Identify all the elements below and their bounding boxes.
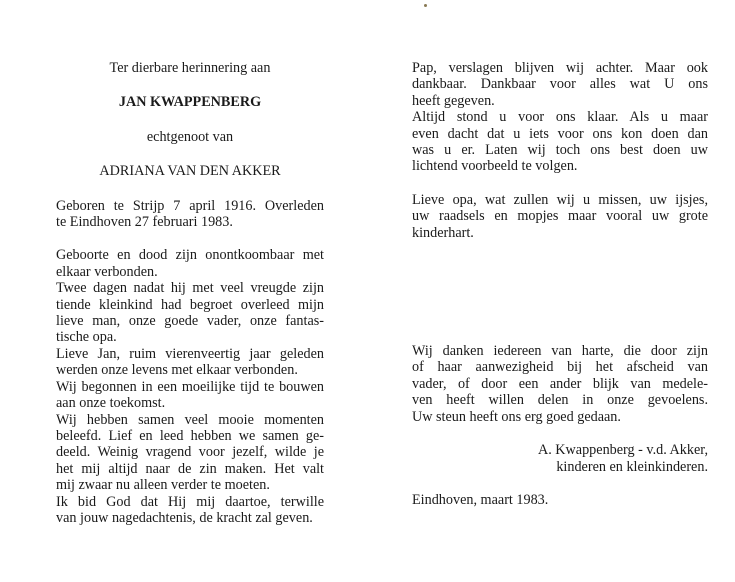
spouse-name: ADRIANA VAN DEN AKKER	[99, 163, 281, 180]
text-line: uw raadsels en mopjes maar vooral uw grote	[412, 208, 708, 225]
text-line: Lieve opa, wat zullen wij u missen, uw ijsjes,	[412, 191, 708, 208]
spouse-label: echtgenoot van	[146, 128, 234, 145]
thanks-paragraph	[412, 343, 708, 425]
text-line: te Eindhoven 27 februari 1983.	[56, 214, 233, 231]
text-line: Wij begonnen in een moeilijke tijd te bouwen	[56, 378, 324, 395]
place-date: Eindhoven, maart 1983.	[412, 491, 549, 508]
text-line: beleefd. Lief en leed hebben we samen ge-	[56, 427, 324, 444]
grandchildren-paragraph	[412, 192, 708, 241]
text-line: ven heeft willen delen in onze gevoelens.	[412, 392, 708, 409]
text-line: tische opa.	[56, 329, 117, 346]
text-line: Lieve Jan, ruim vierenveertig jaar geleden	[56, 345, 324, 362]
right-column	[412, 60, 708, 508]
text-line: Geboorte en dood zijn onontkoombaar met	[56, 247, 324, 264]
text-line: heeft gegeven.	[412, 92, 495, 109]
text-line: Ik bid God dat Hij mij daartoe, terwille	[56, 493, 324, 510]
text-line: kinderhart.	[412, 224, 474, 241]
family-signature	[412, 442, 708, 475]
text-line: Wij danken iedereen van harte, die door zijn	[412, 343, 708, 360]
text-line: deeld. Weinig vragend voor jezelf, wilde je	[56, 444, 324, 461]
deceased-name: JAN KWAPPENBERG	[118, 94, 262, 111]
text-line: lieve man, onze goede vader, onze fantas-	[56, 313, 324, 330]
text-line: of haar aanwezigheid bij het afscheid van	[412, 359, 708, 376]
farewell-paragraph	[412, 60, 708, 175]
text-line: dankbaar. Dankbaar voor alles wat U ons	[412, 76, 708, 93]
text-line: Geboren te Strijp 7 april 1916. Overleden	[56, 197, 324, 214]
text-line: aan onze toekomst.	[56, 395, 166, 412]
signature-line: kinderen en kleinkinderen.	[556, 458, 708, 475]
birth-death-paragraph	[56, 198, 324, 231]
text-line: werden onze levens met elkaar verbonden.	[56, 362, 298, 379]
text-line: tiende kleinkind had begroet overleed mijn	[56, 296, 324, 313]
text-line: vader, of door een ander blijk van medele-	[412, 375, 708, 392]
text-line: was u er. Laten wij toch ons best doen uw	[412, 142, 708, 159]
text-line: het mij altijd naar de zin maken. Het valt	[56, 460, 324, 477]
text-line: lichtend voorbeeld te volgen.	[412, 158, 578, 175]
text-line: Uw steun heeft ons erg goed gedaan.	[412, 408, 621, 425]
text-line: mij zwaar nu alleen verder te moeten.	[56, 477, 270, 494]
text-line: Altijd stond u voor ons klaar. Als u maar	[412, 109, 708, 126]
intro-line: Ter dierbare herinnering aan	[109, 60, 271, 76]
left-column	[56, 60, 324, 526]
text-line: even dacht dat u iets voor ons kon doen dan	[412, 125, 708, 142]
text-line: Pap, verslagen blijven wij achter. Maar ook	[412, 60, 708, 76]
text-line: elkaar verbonden.	[56, 263, 158, 280]
text-line: Twee dagen nadat hij met veel vreugde zijn	[56, 280, 324, 297]
memorial-text	[56, 247, 324, 526]
signature-line: A. Kwappenberg - v.d. Akker,	[537, 442, 708, 459]
text-line: van jouw nagedachtenis, de kracht zal geven.	[56, 509, 313, 526]
print-speck	[424, 4, 427, 7]
text-line: Wij hebben samen veel mooie momenten	[56, 411, 324, 428]
